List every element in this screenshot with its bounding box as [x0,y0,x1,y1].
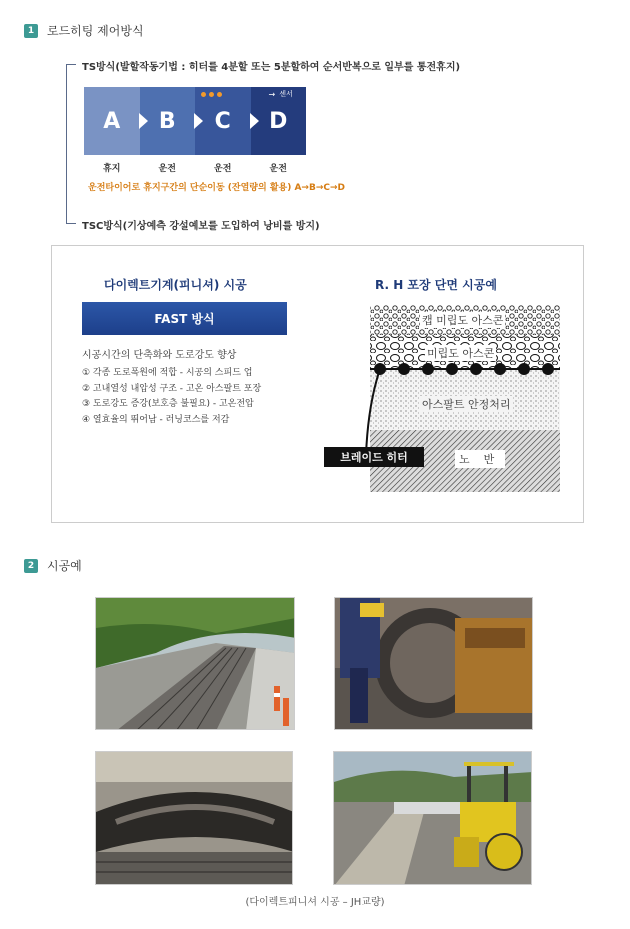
list-item: ④ 열효율의 뛰어남 - 러닝코스를 저감 [82,414,230,425]
segment-labels [84,161,306,174]
construction-photo-compactor [333,751,532,885]
arrow-right-icon [250,113,259,129]
fast-subtitle: 시공시간의 단축화와 도로강도 향상 [82,350,237,361]
segment-label: 운전 [214,164,232,174]
tree-branch-line [66,223,76,224]
fast-method-bar: FAST 방식 [82,302,287,335]
tsc-method-text: TSC방식(기상예측 강설예보를 도입하여 낭비를 방지) [82,221,320,232]
construction-photo-road [95,597,295,730]
section-number-badge: 1 [24,24,38,38]
rh-cross-section-diagram [320,305,560,492]
section-number-badge: 2 [24,559,38,573]
arrow-right-icon: → [268,89,276,99]
dots-icon [201,92,222,97]
section-2-header [24,557,82,574]
sensor-label [269,89,293,99]
tree-branch-line [66,64,76,65]
layer-label: 미립도 아스콘 [427,347,495,360]
segment-letter: B [158,108,176,134]
segment-a [84,87,140,155]
photo-caption: (다이렉트피니셔 시공 – JH교량) [245,897,385,908]
list-item: ② 고내열성 내압성 구조 - 고온 아스팔트 포장 [82,383,262,394]
section-title: 로드히팅 제어방식 [47,24,144,38]
construction-photo-roller [334,597,533,730]
section-1-header [24,22,144,39]
list-item: ① 각종 도로폭원에 적합 - 시공의 스피드 업 [82,368,253,378]
sensor-text: 센서 [279,90,293,98]
layer-label: 아스팔트 안정처리 [422,398,511,411]
segment-label: 운전 [158,164,176,174]
segment-label: 휴지 [103,164,121,174]
list-item: ③ 도로강도 증강(보호층 불필요) - 고온전압 [82,399,254,409]
tree-vertical-line [66,64,67,224]
segment-letter: C [214,108,231,134]
layer-label: 노 반 [455,450,505,468]
braid-heater-label: 브레이드 히터 [324,447,424,467]
segment-b [140,87,196,155]
fast-feature-list [82,366,261,428]
rh-title: R. H 포장 단면 시공예 [375,278,497,292]
cycle-note: 운전타이어로 휴지구간의 단순이동 (잔열량의 활용) A→B→C→D [88,183,345,193]
segment-d [251,87,307,155]
heater-segment-diagram [84,87,306,155]
segment-c [195,87,251,155]
section-title: 시공예 [47,559,82,573]
segment-letter: A [103,108,121,134]
arrow-right-icon [194,113,203,129]
ts-method-text: TS방식(발할작동기법 : 히터를 4분할 또는 5분할하여 순서반복으로 일부를 통전휴지) [82,62,461,73]
fast-title: 다이렉트기계(피니셔) 시공 [104,278,247,292]
construction-photo-tire [95,751,293,885]
segment-label: 운전 [269,164,287,174]
arrow-right-icon [139,113,148,129]
segment-letter: D [269,108,288,134]
layer-label: 캡 미립도 아스콘 [422,314,504,327]
